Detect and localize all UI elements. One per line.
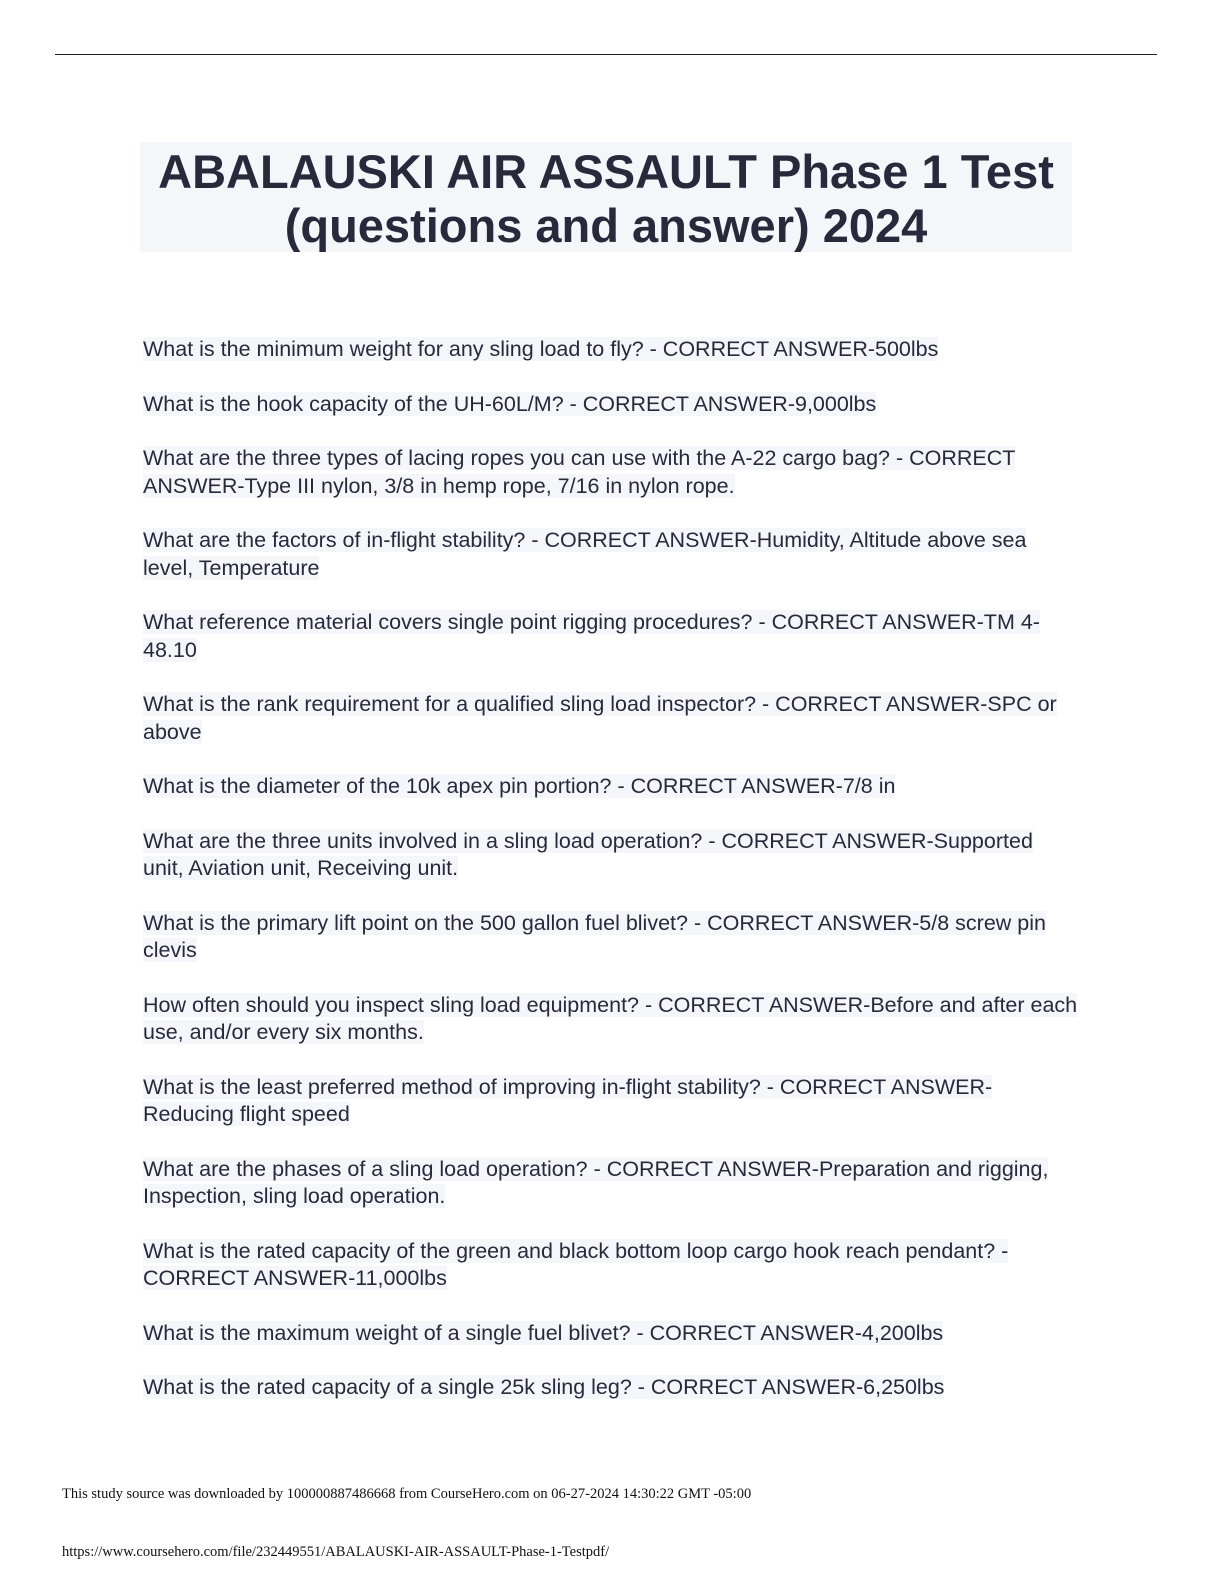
qa-item-5 — [143, 609, 1078, 664]
qa-item-15 — [143, 1374, 1078, 1402]
page-title — [140, 142, 1072, 253]
qa-item-1 — [143, 336, 1078, 364]
qa-text: What is the maximum weight of a single fuel blivet? - CORRECT ANSWER-4,200lbs — [143, 1320, 944, 1345]
qa-item-3 — [143, 445, 1078, 500]
qa-text: What is the rank requirement for a qualified sling load inspector? - CORRECT ANSWER-SPC or above — [143, 692, 1057, 744]
title-line-1: ABALAUSKI AIR ASSAULT Phase 1 Test — [158, 145, 1054, 198]
qa-text: What is the hook capacity of the UH-60L/M? - CORRECT ANSWER-9,000lbs — [143, 391, 877, 416]
qa-item-7 — [143, 773, 1078, 801]
qa-text: What are the factors of in-flight stability? - CORRECT ANSWER-Humidity, Altitude above sea level, Temperature — [143, 528, 1027, 580]
qa-text: What is the primary lift point on the 500 gallon fuel blivet? - CORRECT ANSWER-5/8 screw pin clevis — [143, 910, 1046, 962]
qa-item-4 — [143, 527, 1078, 582]
qa-item-10 — [143, 992, 1078, 1047]
qa-text: What reference material covers single point rigging procedures? - CORRECT ANSWER-TM 4-48.10 — [143, 610, 1040, 662]
qa-item-6 — [143, 691, 1078, 746]
qa-text: What are the three types of lacing ropes you can use with the A-22 cargo bag? - CORRECT ANSWER-Type III nylon, 3/8 in hemp rope, 7/16 in nylon rope. — [143, 446, 1016, 498]
qa-text: What is the diameter of the 10k apex pin portion? - CORRECT ANSWER-7/8 in — [143, 774, 896, 798]
qa-text: What is the rated capacity of the green and black bottom loop cargo hook reach pendant? - CORRECT ANSWER-11,000lbs — [143, 1238, 1009, 1290]
title-block — [140, 142, 1072, 252]
qa-text: What is the minimum weight for any sling load to fly? - CORRECT ANSWER-500lbs — [143, 337, 939, 361]
qa-list — [143, 336, 1078, 1429]
qa-text: What are the three units involved in a sling load operation? - CORRECT ANSWER-Supported unit, Aviation unit, Receiving unit. — [143, 828, 1033, 880]
qa-item-12 — [143, 1156, 1078, 1211]
qa-item-9 — [143, 910, 1078, 965]
title-line-2: (questions and answer) 2024 — [284, 199, 928, 252]
qa-item-11 — [143, 1074, 1078, 1129]
footer-download-notice: This study source was downloaded by 100000887486668 from CourseHero.com on 06-27-2024 14:30:22 GMT -05:00 — [62, 1486, 752, 1502]
qa-item-2 — [143, 391, 1078, 419]
footer-url-link[interactable]: https://www.coursehero.com/file/232449551/ABALAUSKI-AIR-ASSAULT-Phase-1-Testpdf/ — [62, 1544, 610, 1560]
qa-item-8 — [143, 828, 1078, 883]
qa-item-14 — [143, 1320, 1078, 1348]
qa-text: What is the least preferred method of improving in-flight stability? - CORRECT ANSWER-Reducing flight speed — [143, 1074, 993, 1126]
qa-item-13 — [143, 1238, 1078, 1293]
qa-text: What are the phases of a sling load operation? - CORRECT ANSWER-Preparation and rigging, Inspection, sling load operation. — [143, 1156, 1049, 1208]
qa-text: What is the rated capacity of a single 25k sling leg? - CORRECT ANSWER-6,250lbs — [143, 1375, 945, 1399]
top-divider — [55, 54, 1157, 55]
qa-text: How often should you inspect sling load equipment? - CORRECT ANSWER-Before and after each use, and/or every six months. — [143, 992, 1078, 1044]
